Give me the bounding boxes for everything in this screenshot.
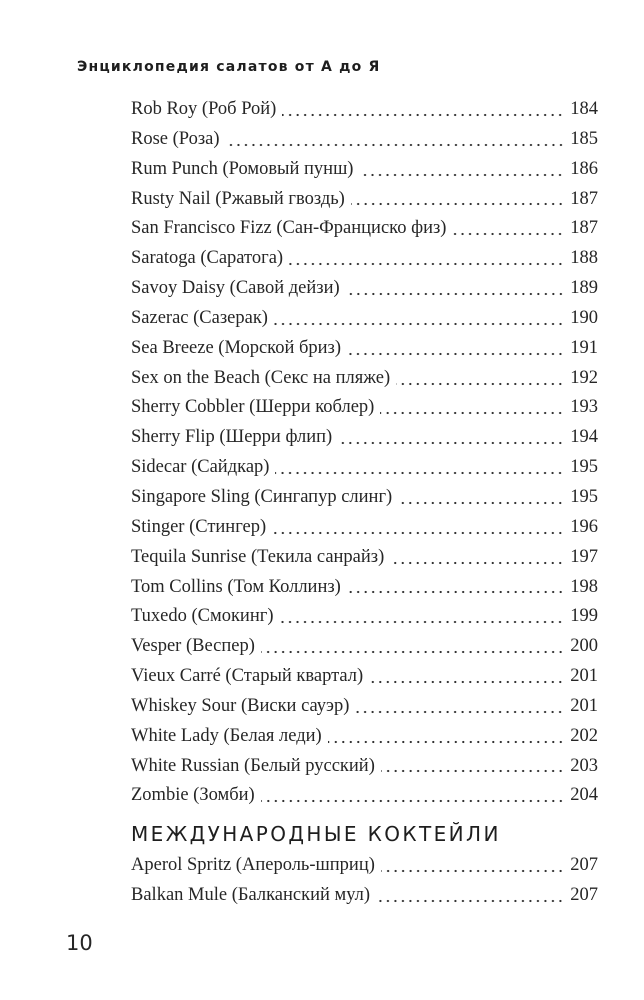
entry-page: 192: [570, 367, 598, 388]
entry-page: 190: [570, 307, 598, 328]
dot-leader: [274, 322, 564, 326]
toc-entry[interactable]: [131, 393, 598, 423]
dot-leader: [380, 411, 564, 415]
entry-title: Vieux Carré (Старый квартал): [131, 666, 364, 687]
dot-leader: [275, 471, 564, 475]
toc-entry[interactable]: [131, 692, 598, 722]
entry-title: Sex on the Beach (Секс на пляже): [131, 367, 391, 388]
entry-title: White Lady (Белая леди): [131, 725, 322, 746]
toc-list: [131, 95, 598, 811]
entry-title: Tom Collins (Том Коллинз): [131, 576, 341, 597]
toc-entry[interactable]: [131, 483, 598, 513]
dot-leader: [279, 620, 564, 624]
entry-page: 188: [570, 248, 598, 269]
entry-title: Sidecar (Сайдкар): [131, 457, 270, 478]
entry-page: 185: [570, 128, 598, 149]
entry-page: 193: [570, 397, 598, 418]
toc-entry[interactable]: [131, 364, 598, 394]
dot-leader: [282, 113, 564, 117]
entry-title: Vesper (Веспер): [131, 636, 255, 657]
entry-title: Savoy Daisy (Савой дейзи): [131, 278, 340, 299]
dot-leader: [398, 501, 564, 505]
entry-page: 187: [570, 188, 598, 209]
dot-leader: [351, 202, 564, 206]
entry-title: Sea Breeze (Морской бриз): [131, 337, 342, 358]
dot-leader: [381, 769, 564, 773]
entry-page: 201: [570, 695, 598, 716]
entry-page: 184: [570, 99, 598, 119]
entry-page: 202: [570, 725, 598, 746]
dot-leader: [347, 590, 564, 594]
toc-entry[interactable]: [131, 95, 598, 125]
toc-entry[interactable]: [131, 602, 598, 632]
page-number: 10: [66, 931, 93, 955]
entry-page: 201: [570, 666, 598, 687]
toc-list-section: [131, 851, 598, 911]
dot-leader: [261, 650, 564, 654]
toc-entry[interactable]: [131, 881, 598, 911]
entry-page: 204: [570, 785, 598, 806]
entry-title: Rum Punch (Ромовый пунш): [131, 158, 354, 179]
toc-entry[interactable]: [131, 781, 598, 811]
toc-entry[interactable]: [131, 752, 598, 782]
toc-entry[interactable]: [131, 214, 598, 244]
toc-entry[interactable]: [131, 722, 598, 752]
entry-page: 194: [570, 427, 598, 448]
toc-entry[interactable]: [131, 573, 598, 603]
entry-title: Zombie (Зомби): [131, 785, 255, 806]
entry-title: Rob Roy (Роб Рой): [131, 99, 277, 119]
dot-leader: [346, 292, 565, 296]
entry-title: Rose (Роза): [131, 128, 220, 149]
toc-entry[interactable]: [131, 662, 598, 692]
entry-title: White Russian (Белый русский): [131, 755, 375, 776]
section-heading: МЕЖДУНАРОДНЫЕ КОКТЕЙЛИ: [131, 822, 501, 846]
entry-page: 187: [570, 218, 598, 239]
entry-title: Sazerac (Сазерак): [131, 307, 268, 328]
toc-entry[interactable]: [131, 453, 598, 483]
entry-title: Aperol Spritz (Апероль-шприц): [131, 855, 375, 875]
entry-page: 198: [570, 576, 598, 597]
entry-title: San Francisco Fizz (Сан-Франциско физ): [131, 218, 447, 239]
toc-entry[interactable]: [131, 185, 598, 215]
dot-leader: [338, 441, 564, 445]
dot-leader: [390, 561, 564, 565]
toc-entry[interactable]: [131, 125, 598, 155]
entry-title: Stinger (Стингер): [131, 516, 267, 537]
entry-page: 195: [570, 457, 598, 478]
toc-entry[interactable]: [131, 543, 598, 573]
entry-page: 186: [570, 158, 598, 179]
dot-leader: [347, 352, 564, 356]
entry-page: 195: [570, 486, 598, 507]
dot-leader: [452, 232, 564, 236]
running-head: Энциклопедия салатов от А до Я: [77, 59, 381, 75]
toc-entry[interactable]: [131, 851, 598, 881]
entry-page: 191: [570, 337, 598, 358]
dot-leader: [272, 531, 564, 535]
entry-title: Whiskey Sour (Виски сауэр): [131, 695, 350, 716]
toc-entry[interactable]: [131, 423, 598, 453]
entry-title: Saratoga (Саратога): [131, 248, 284, 269]
entry-title: Balkan Mule (Балканский мул): [131, 884, 371, 905]
dot-leader: [396, 382, 564, 386]
entry-page: 197: [570, 546, 598, 567]
toc-entry[interactable]: [131, 274, 598, 304]
toc-entry[interactable]: [131, 155, 598, 185]
entry-page: 199: [570, 606, 598, 627]
dot-leader: [261, 799, 565, 803]
entry-page: 207: [570, 884, 598, 905]
dot-leader: [376, 899, 564, 903]
toc-entry[interactable]: [131, 334, 598, 364]
dot-leader: [355, 710, 564, 714]
toc-entry[interactable]: [131, 632, 598, 662]
entry-page: 203: [570, 755, 598, 776]
toc-entry[interactable]: [131, 513, 598, 543]
dot-leader: [328, 740, 565, 744]
toc-entry[interactable]: [131, 304, 598, 334]
entry-title: Tuxedo (Смокинг): [131, 606, 274, 627]
entry-page: 207: [570, 855, 598, 875]
entry-title: Singapore Sling (Сингапур слинг): [131, 486, 393, 507]
dot-leader: [359, 173, 564, 177]
dot-leader: [226, 143, 565, 147]
entry-title: Sherry Cobbler (Шерри коблер): [131, 397, 375, 418]
dot-leader: [289, 262, 564, 266]
entry-page: 196: [570, 516, 598, 537]
entry-page: 200: [570, 636, 598, 657]
entry-title: Rusty Nail (Ржавый гвоздь): [131, 188, 345, 209]
entry-page: 189: [570, 278, 598, 299]
toc-entry[interactable]: [131, 244, 598, 274]
entry-title: Sherry Flip (Шерри флип): [131, 427, 333, 448]
dot-leader: [369, 680, 564, 684]
dot-leader: [381, 869, 564, 873]
entry-title: Tequila Sunrise (Текила санрайз): [131, 546, 385, 567]
